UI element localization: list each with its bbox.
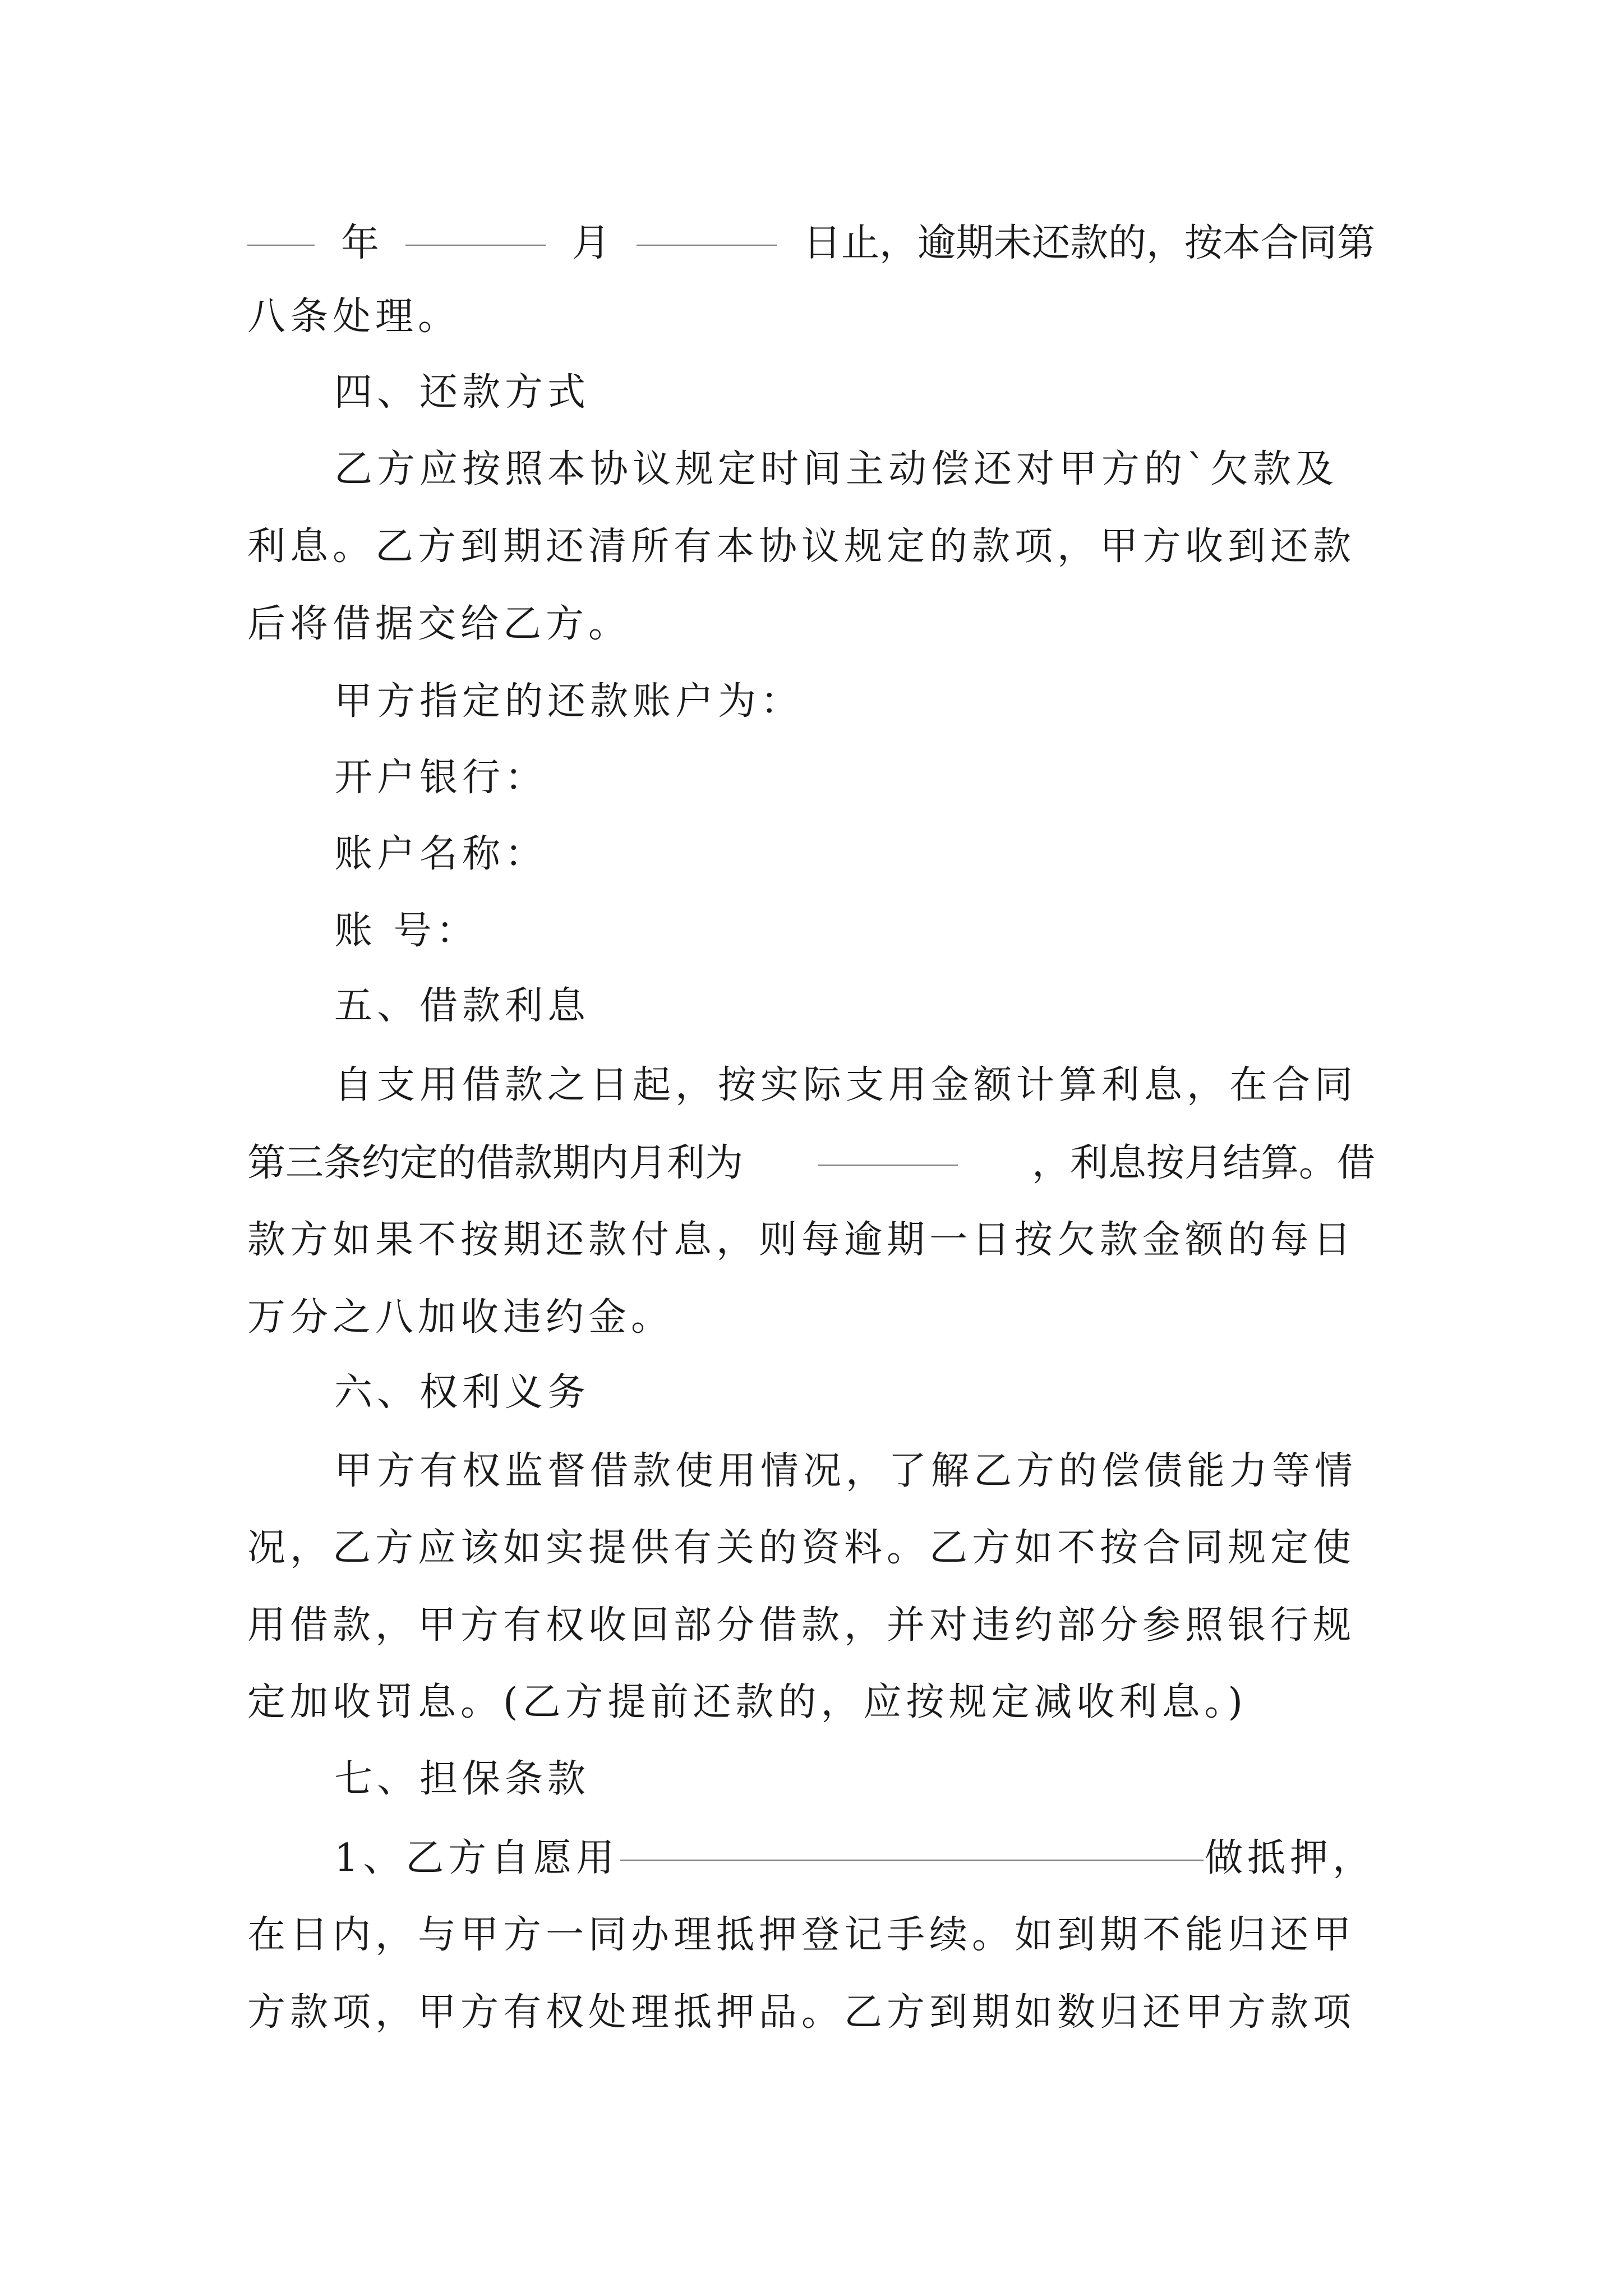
month-blank[interactable]	[405, 205, 546, 246]
account-intro: 甲方指定的还款账户为：	[334, 679, 804, 724]
section-4-paragraph-line-1: 乙方应按照本协议规定时间主动偿还对甲方的`欠款及	[334, 447, 1339, 491]
section-6-paragraph-line-4: 定加收罚息。(乙方提前还款的，应按规定减收利息。)	[247, 1680, 1248, 1724]
collateral-blank[interactable]	[620, 1820, 1204, 1861]
interest-rate-suffix: ，利息按月结算。借	[1031, 1141, 1375, 1185]
section-5-paragraph-line-4: 万分之八加收违约金。	[247, 1295, 674, 1340]
section-7-paragraph-line-1	[334, 1820, 1375, 1897]
text-line-2: 八条处理。	[247, 295, 461, 339]
account-name-label: 账户名称：	[334, 832, 548, 876]
year-label: 年	[340, 221, 379, 265]
section-6-paragraph-line-2: 况，乙方应该如实提供有关的资料。乙方如不按合同规定使	[247, 1526, 1356, 1570]
day-blank[interactable]	[637, 205, 777, 246]
section-7-paragraph-line-3: 方款项，甲方有权处理抵押品。乙方到期如数归还甲方款项	[247, 1990, 1356, 2035]
section-4-paragraph-line-3: 后将借据交给乙方。	[247, 602, 631, 646]
account-number-label: 账 号：	[334, 909, 479, 953]
section-7-paragraph-line-2: 在日内，与甲方一同办理抵押登记手续。如到期不能归还甲	[247, 1913, 1356, 1957]
section-6-paragraph-line-1: 甲方有权监督借款使用情况，了解乙方的偿债能力等情	[334, 1449, 1358, 1493]
section-4-paragraph-line-2: 利息。乙方到期还清所有本协议规定的款项，甲方收到还款	[247, 524, 1356, 569]
year-blank[interactable]	[247, 205, 315, 246]
collateral-suffix: 做抵押，	[1204, 1836, 1375, 1880]
collateral-prefix: 1、乙方自愿用	[334, 1836, 619, 1880]
month-label: 月	[571, 221, 610, 265]
interest-rate-prefix: 第三条约定的借款期内月利为	[247, 1141, 744, 1185]
section-5-paragraph-line-1: 自支用借款之日起，按实际支用金额计算利息，在合同	[334, 1063, 1358, 1107]
section-5-paragraph-line-2	[247, 1125, 1375, 1202]
text-line-1	[247, 205, 1375, 282]
section-5-title: 五、借款利息	[334, 984, 591, 1028]
section-5-paragraph-line-3: 款方如果不按期还款付息，则每逾期一日按欠款金额的每日	[247, 1218, 1356, 1262]
section-6-paragraph-line-3: 用借款，甲方有权收回部分借款，并对违约部分参照银行规	[247, 1603, 1356, 1648]
bank-label: 开户银行：	[334, 756, 548, 800]
section-4-title: 四、还款方式	[334, 370, 591, 415]
section-7-title: 七、担保条款	[334, 1757, 591, 1801]
interest-rate-blank[interactable]	[818, 1125, 958, 1166]
section-6-title: 六、权利义务	[334, 1370, 591, 1415]
line1-tail: 日止，逾期未还款的，按本合同第	[803, 221, 1375, 265]
